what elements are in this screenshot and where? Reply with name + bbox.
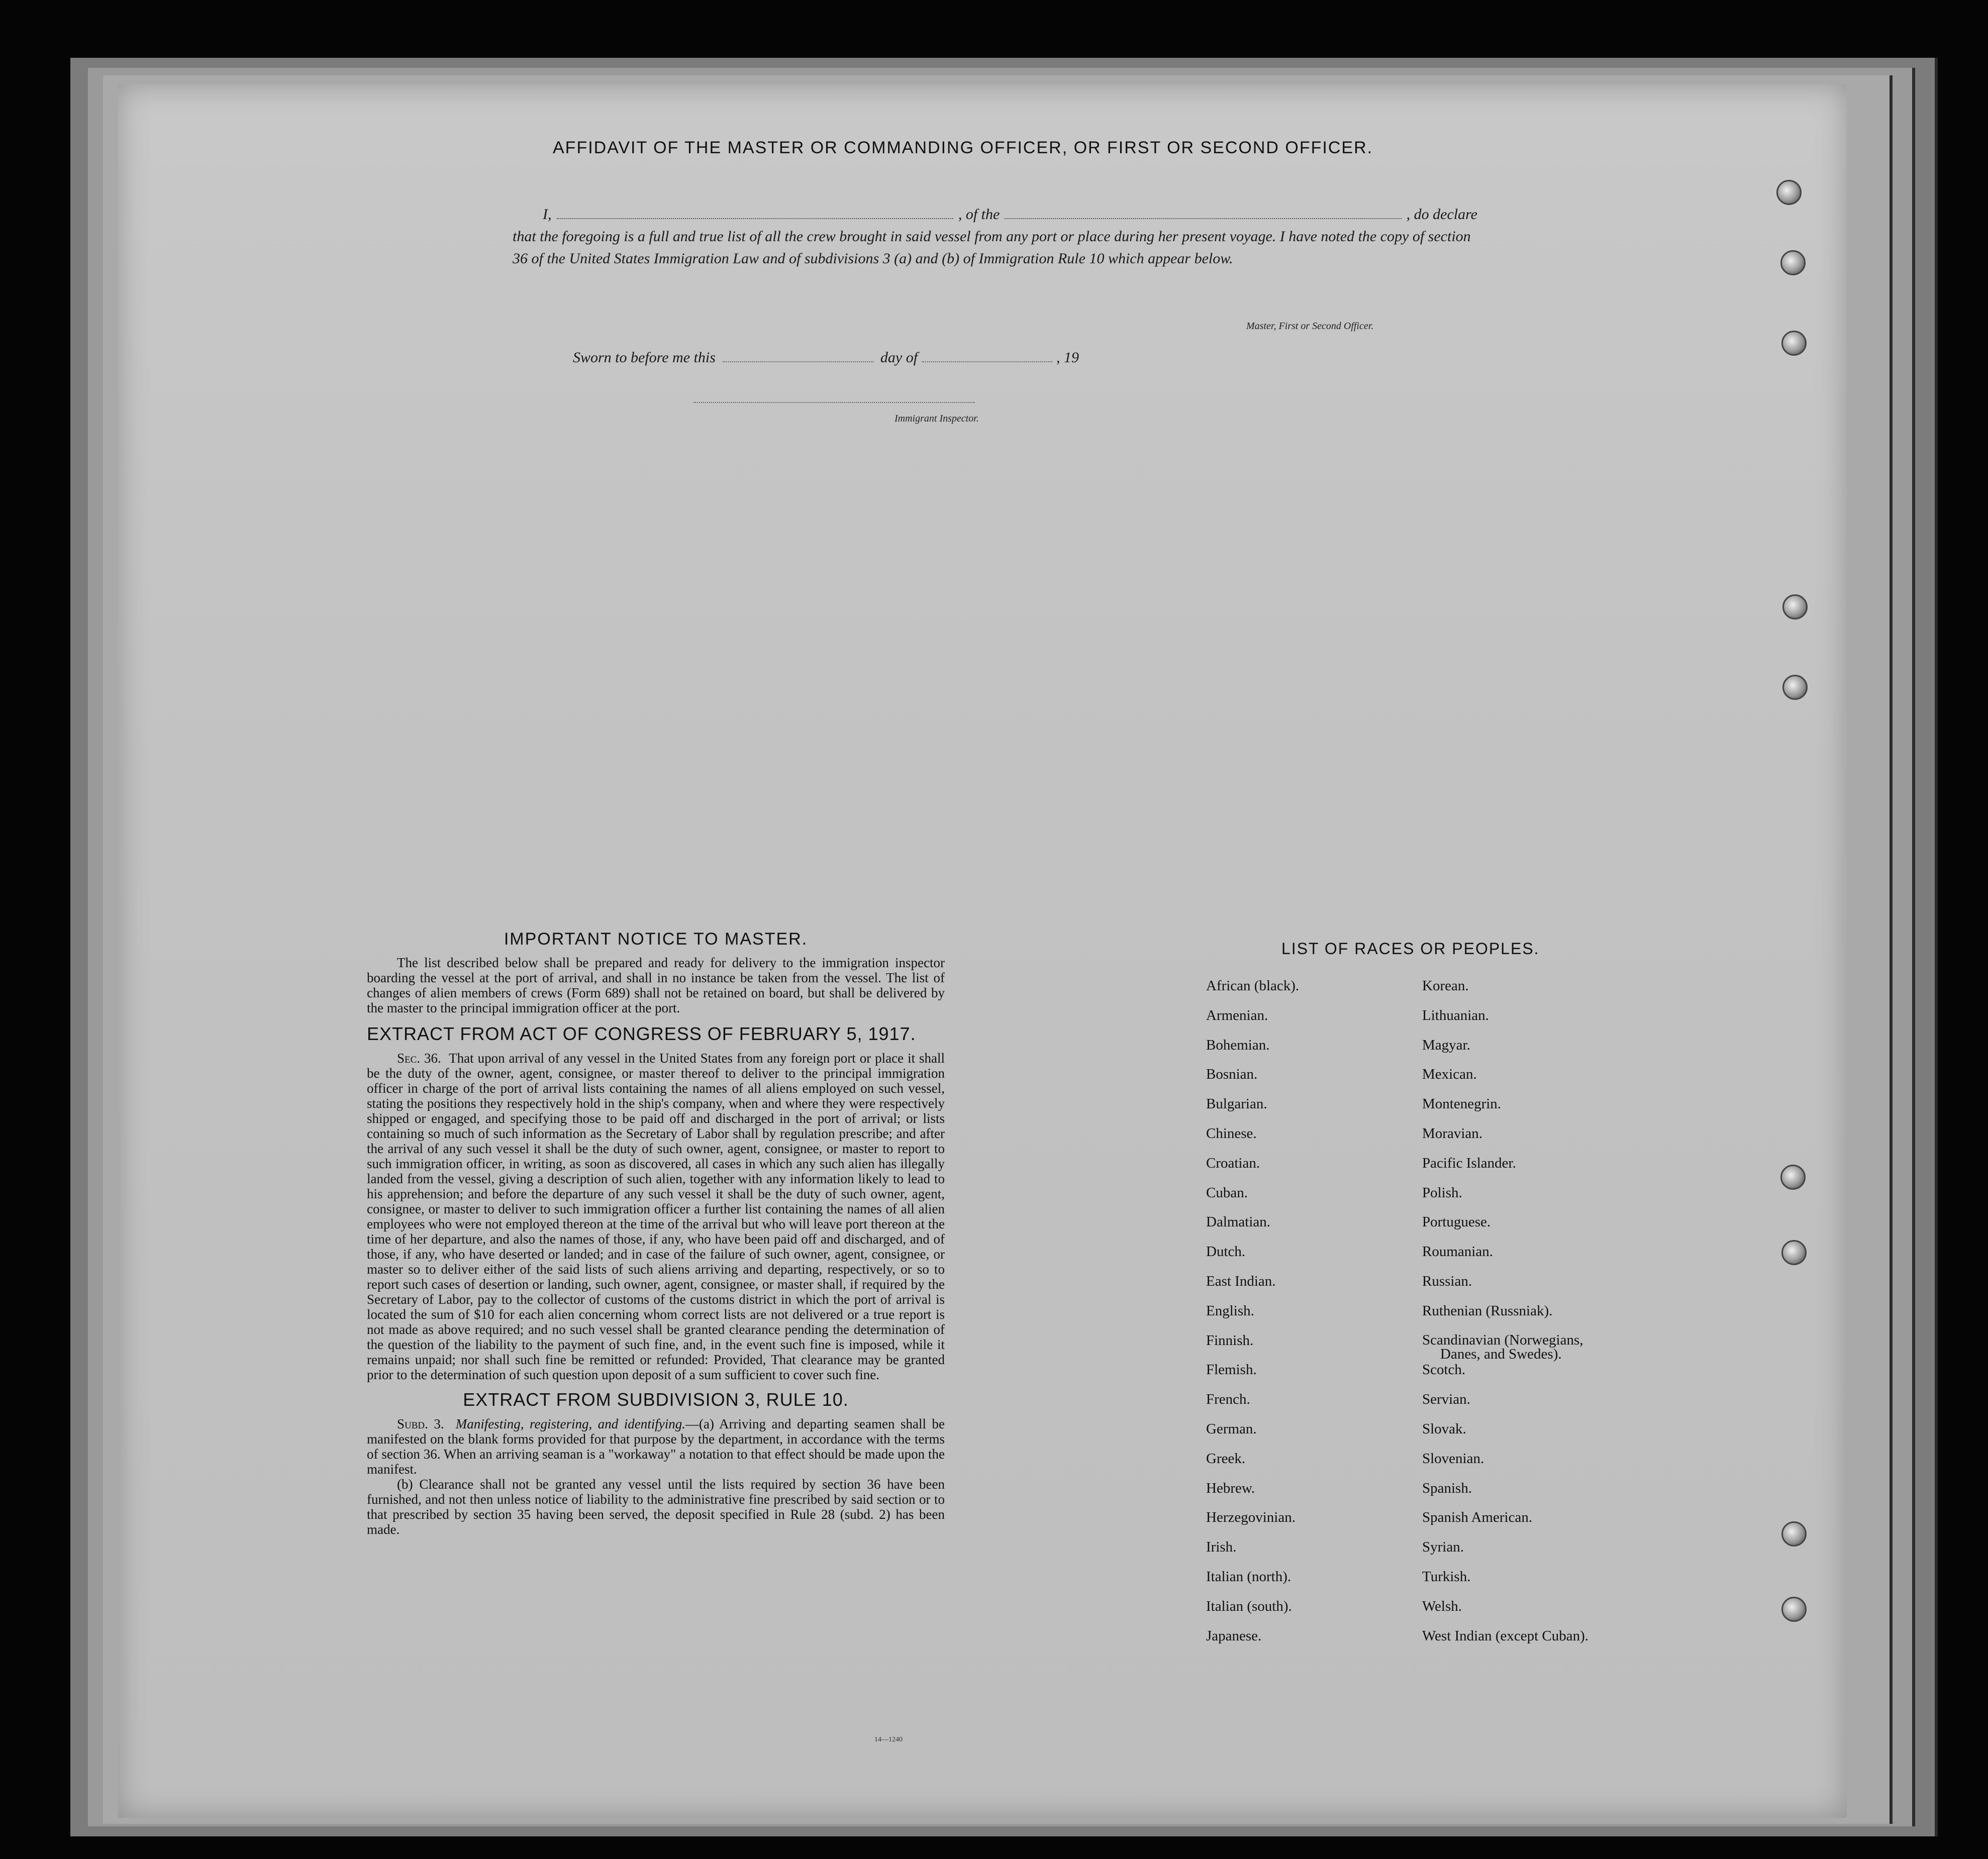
binder-hole-icon [1782,594,1808,619]
rule-heading: EXTRACT FROM SUBDIVISION 3, RULE 10. [463,1389,849,1410]
race-item: East Indian. [1206,1273,1276,1289]
notice-section [367,930,945,1537]
races-section [1206,940,1648,1658]
race-item: English. [1206,1302,1254,1319]
race-item: Dutch. [1206,1244,1246,1260]
race-item: Italian (north). [1206,1568,1291,1585]
declarant-prefix: I, [543,206,552,223]
affidavit-statement [513,203,1477,270]
race-item-line1: Scandinavian (Norwegians, [1422,1331,1583,1348]
races-list [1206,978,1648,1658]
race-item: Irish. [1206,1539,1237,1556]
race-item: Bohemian. [1206,1037,1270,1053]
race-item: Bulgarian. [1206,1096,1267,1112]
form-number: 14—1240 [874,1736,903,1743]
sworn-prefix: Sworn to before me this [573,349,716,366]
sworn-line [573,349,1151,366]
binder-hole-icon [1776,180,1802,205]
race-item: Polish. [1422,1184,1462,1201]
binder-hole-icon [1780,250,1806,275]
race-item: Finnish. [1206,1332,1254,1349]
race-item: Greek. [1206,1450,1246,1467]
race-item: Flemish. [1206,1362,1257,1378]
race-item: Russian. [1422,1273,1472,1289]
section-36-text [367,1051,945,1382]
subdivision-title: Manifesting, registering, and identifying. [455,1416,685,1431]
binder-hole-icon [1782,675,1808,700]
race-item: Montenegrin. [1422,1096,1502,1112]
race-item: Mexican. [1422,1066,1477,1083]
race-item: Ruthenian (Russniak). [1422,1302,1553,1319]
declaration-line [513,203,1477,226]
declare-label: , do declare [1406,206,1477,223]
notice-body: The list described below shall be prepared and ready for delivery to the immigration inspector boarding the vessel at the port of arrival, and shall in no instance be taken from the vessel. The list of changes of alien members of crews (Form 689) shall not be retained on board, but shall be delivered by the master to the principal immigration officer at the port. [367,955,945,1015]
subdivision-label: Subd. 3. [397,1416,444,1431]
declaration-body: that the foregoing is a full and true list of all the crew brought in said vessel from any port or place during her present voyage. I have noted the copy of section 36 of the United States Immigration Law and of subdivisions 3 (a) and (b) of Immigration Rule 10 which appear below. [513,228,1471,267]
act-heading: EXTRACT FROM ACT OF CONGRESS OF FEBRUARY 5, 1917. [367,1023,916,1044]
race-item: Dalmatian. [1206,1214,1271,1230]
race-item: French. [1206,1391,1250,1408]
race-item: Italian (south). [1206,1598,1292,1614]
binder-hole-icon [1781,1597,1807,1622]
race-item: African (black). [1206,978,1300,994]
races-heading: LIST OF RACES OR PEOPLES. [1281,940,1540,958]
race-item: Moravian. [1422,1125,1482,1142]
race-item: Slovak. [1422,1420,1466,1437]
sworn-day-field [723,352,873,362]
of-the-label: , of the [958,206,1000,223]
signature-label: Master, First or Second Officer. [1246,321,1374,332]
race-item: German. [1206,1420,1257,1437]
race-item: Herzegovinian. [1206,1509,1296,1526]
race-item: Syrian. [1422,1539,1464,1556]
binder-hole-icon [1781,1240,1807,1265]
race-item: Chinese. [1206,1125,1257,1142]
race-item: Magyar. [1422,1037,1470,1053]
sworn-day-of: day of [880,349,918,366]
race-item: Lithuanian. [1422,1007,1489,1023]
binder-hole-icon [1780,1165,1806,1190]
race-item: Portuguese. [1422,1214,1491,1230]
race-item: Turkish. [1422,1568,1471,1585]
race-item: Spanish American. [1422,1509,1533,1526]
race-item: West Indian (except Cuban). [1422,1627,1589,1644]
sworn-year: , 19 [1056,349,1079,366]
section-body: That upon arrival of any vessel in the United States from any foreign port or place it shall be the duty of the owner, agent, consignee, or master thereof to deliver to the principal immigration officer in charge of the port of arrival lists containing the names of all aliens employed on such vessel, stating the positions they respectively hold in the ship's company, when and where they were respectively shipped or engaged, and specifying those to be paid off and discharged in the port of arrival; or lists containing so much of such information as the Secretary of Labor shall by regulation prescribe; and after the arrival of any such vessel it shall be the duty of such owner, agent, consignee, or master to report to such immigration officer, in writing, as soon as discovered, all cases in which any such alien has illegally landed from the vessel, giving a description of such alien, together with any information likely to lead to his apprehension; and before the departure of any such vessel it shall be the duty of such owner, agent, consignee, or master to deliver to such immigration officer a further list containing the names of all alien employees who were not employed thereon at the time of the arrival but who will leave port thereon at the time of her departure, and also the names of those, if any, who have been paid off and discharged, and of those, if any, who have deserted or landed; and in case of the failure of such owner, agent, consignee, or master so to deliver either of the said lists of such aliens arriving and departing, respectively, or so to report such cases of desertion or landing, such owner, agent, consignee, or master shall, if required by the Secretary of Labor, pay to the collector of customs of the customs district in which the port of arrival is located the sum of $10 for each alien concerning whom correct lists are not delivered or a true report is not made as above required; and no such vessel shall be granted clearance pending the determination of the question of the liability to the payment of such fine, and, in the event such fine is imposed, while it remains unpaid; nor shall such fine be remitted or refunded: Provided, That clearance may be granted prior to the determination of such question upon deposit of a sum sufficient to cover such fine. [367,1051,945,1382]
binder-hole-icon [1781,331,1807,356]
sworn-month-field [922,352,1052,362]
race-item: Spanish. [1422,1480,1472,1496]
race-item: Korean. [1422,978,1469,994]
race-item: Roumanian. [1422,1244,1493,1260]
race-item: Japanese. [1206,1627,1262,1644]
subdivision-b-text: (b) Clearance shall not be granted any vessel until the lists required by section 36 have been furnished, and not then unless notice of liability to the administrative fine prescribed by said section or to that prescribed by section 35 having been served, the deposit specified in Rule 28 (subd. 2) has been made. [367,1477,945,1537]
subdivision-a-body: —(a) Arriving and departing seamen shall be manifested on the blank forms provided for that purpose by the department, in accordance with the terms of section 36. When an arriving seaman is a "workaway" a notation to that effect should be made upon the manifest. [367,1416,945,1477]
race-item: Armenian. [1206,1007,1268,1023]
declarant-name-field [557,208,953,219]
inspector-signature-line [693,402,975,403]
race-item: Cuban. [1206,1184,1248,1201]
race-item: Hebrew. [1206,1480,1255,1496]
binder-hole-icon [1781,1521,1807,1546]
subdivision-a-text [367,1416,945,1477]
inspector-label: Immigrant Inspector. [894,413,979,424]
race-item: Welsh. [1422,1598,1462,1614]
race-item: Pacific Islander. [1422,1155,1516,1171]
section-label: Sec. 36. [397,1051,441,1066]
race-item: Bosnian. [1206,1066,1258,1083]
race-item: Scotch. [1422,1362,1466,1378]
affidavit-title: AFFIDAVIT OF THE MASTER OR COMMANDING OFFICER, OR FIRST OR SECOND OFFICER. [553,138,1373,157]
notice-heading: IMPORTANT NOTICE TO MASTER. [504,930,808,949]
vessel-name-field [1005,208,1401,219]
race-item [1422,1333,1648,1363]
race-item: Servian. [1422,1391,1470,1408]
race-item: Croatian. [1206,1155,1260,1171]
race-item-line2: Danes, and Swedes). [1440,1346,1562,1362]
race-item: Slovenian. [1422,1450,1484,1467]
